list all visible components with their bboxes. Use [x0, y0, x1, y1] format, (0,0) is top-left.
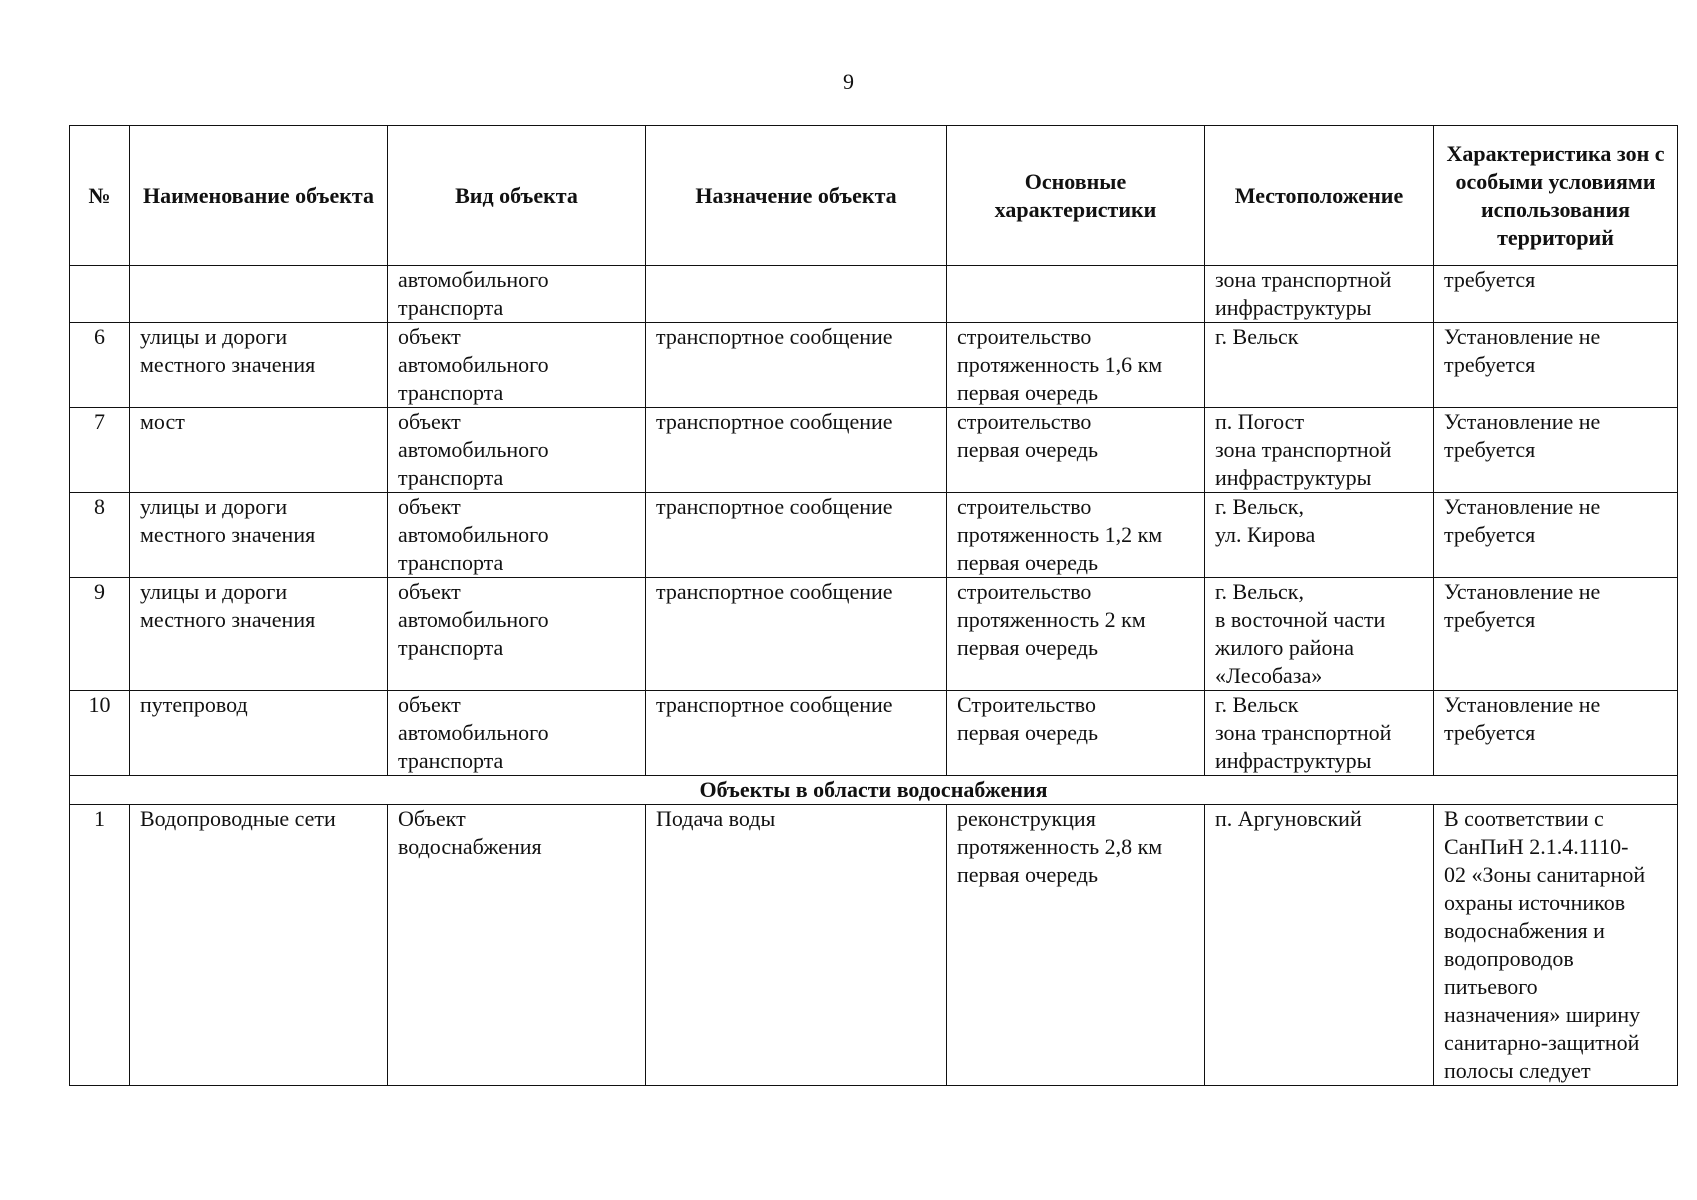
- cell-line: ул. Кирова: [1215, 522, 1316, 547]
- cell-location: [1205, 266, 1434, 323]
- cell-characteristics: [947, 323, 1205, 408]
- table-body: [70, 266, 1678, 1086]
- cell-number: [70, 266, 130, 323]
- table-row: [70, 691, 1678, 776]
- column-header-name: Наименование объекта: [130, 126, 388, 266]
- cell-line: требуется: [1444, 267, 1536, 292]
- cell-number: 7: [70, 408, 130, 493]
- cell-type: [388, 408, 646, 493]
- cell-line: объект: [398, 579, 461, 604]
- cell-line: Установление не: [1444, 409, 1601, 434]
- cell-line: инфраструктуры: [1215, 295, 1372, 320]
- cell-line: требуется: [1444, 437, 1536, 462]
- cell-line: протяженность 2,8 км: [957, 834, 1163, 859]
- cell-line: первая очередь: [957, 437, 1098, 462]
- cell-line: требуется: [1444, 607, 1536, 632]
- cell-line: транспорта: [398, 465, 504, 490]
- column-header-type: Вид объекта: [388, 126, 646, 266]
- cell-line: местного значения: [140, 607, 316, 632]
- cell-characteristics: [947, 408, 1205, 493]
- cell-line: Подача воды: [656, 806, 776, 831]
- cell-line: объект: [398, 494, 461, 519]
- cell-line: путепровод: [140, 692, 248, 717]
- cell-characteristics: [947, 493, 1205, 578]
- cell-line: Установление не: [1444, 692, 1601, 717]
- table-header-row: [70, 126, 1678, 266]
- cell-line: Установление не: [1444, 494, 1601, 519]
- cell-line: Водопроводные сети: [140, 806, 336, 831]
- cell-line: зона транспортной: [1215, 720, 1392, 745]
- table-row: [70, 805, 1678, 1086]
- cell-zones: [1434, 805, 1678, 1086]
- cell-name: [130, 408, 388, 493]
- cell-purpose: [646, 578, 947, 691]
- cell-line: транспорта: [398, 380, 504, 405]
- cell-line: жилого района: [1215, 635, 1355, 660]
- cell-line: мост: [140, 409, 185, 434]
- cell-name: [130, 266, 388, 323]
- cell-line: г. Вельск,: [1215, 494, 1304, 519]
- cell-type: [388, 805, 646, 1086]
- cell-line: СанПиН 2.1.4.1110-: [1444, 834, 1629, 859]
- cell-name: [130, 323, 388, 408]
- column-header-characteristics: Основные характеристики: [947, 126, 1205, 266]
- cell-line: первая очередь: [957, 862, 1098, 887]
- cell-line: транспортное сообщение: [656, 324, 893, 349]
- objects-table: [69, 125, 1678, 1086]
- cell-line: водоснабжения: [398, 834, 542, 859]
- section-row: [70, 776, 1678, 805]
- cell-purpose: [646, 493, 947, 578]
- cell-line: требуется: [1444, 720, 1536, 745]
- cell-line: Объект: [398, 806, 466, 831]
- cell-line: Строительство: [957, 692, 1097, 717]
- cell-line: требуется: [1444, 352, 1536, 377]
- cell-number: 1: [70, 805, 130, 1086]
- cell-line: транспорта: [398, 748, 504, 773]
- cell-line: г. Вельск: [1215, 692, 1299, 717]
- cell-zones: [1434, 323, 1678, 408]
- cell-zones: [1434, 578, 1678, 691]
- cell-line: объект: [398, 692, 461, 717]
- cell-line: транспорта: [398, 295, 504, 320]
- cell-line: зона транспортной: [1215, 267, 1392, 292]
- cell-location: [1205, 805, 1434, 1086]
- cell-line: питьевого: [1444, 974, 1538, 999]
- cell-name: [130, 691, 388, 776]
- cell-line: автомобильного: [398, 607, 549, 632]
- cell-line: объект: [398, 324, 461, 349]
- cell-line: транспортное сообщение: [656, 409, 893, 434]
- cell-line: протяженность 2 км: [957, 607, 1146, 632]
- table-row: [70, 408, 1678, 493]
- cell-line: 02 «Зоны санитарной: [1444, 862, 1646, 887]
- cell-name: [130, 805, 388, 1086]
- cell-line: первая очередь: [957, 720, 1098, 745]
- cell-line: п. Аргуновский: [1215, 806, 1362, 831]
- cell-number: 6: [70, 323, 130, 408]
- cell-line: строительство: [957, 494, 1092, 519]
- section-title: Объекты в области водоснабжения: [70, 776, 1678, 805]
- cell-line: г. Вельск: [1215, 324, 1299, 349]
- cell-purpose: [646, 266, 947, 323]
- column-header-location: Местоположение: [1205, 126, 1434, 266]
- cell-line: транспортное сообщение: [656, 579, 893, 604]
- cell-line: строительство: [957, 579, 1092, 604]
- cell-line: санитарно-защитной: [1444, 1030, 1640, 1055]
- cell-line: объект: [398, 409, 461, 434]
- cell-line: первая очередь: [957, 550, 1098, 575]
- table-row: [70, 578, 1678, 691]
- cell-line: протяженность 1,6 км: [957, 352, 1163, 377]
- cell-line: транспортное сообщение: [656, 692, 893, 717]
- cell-characteristics: [947, 578, 1205, 691]
- cell-line: охраны источников: [1444, 890, 1626, 915]
- cell-type: [388, 266, 646, 323]
- column-header-zones: Характеристика зон с особыми условиями использования территорий: [1434, 126, 1678, 266]
- cell-line: протяженность 1,2 км: [957, 522, 1163, 547]
- cell-line: В соответствии с: [1444, 806, 1604, 831]
- cell-characteristics: [947, 805, 1205, 1086]
- cell-line: первая очередь: [957, 380, 1098, 405]
- cell-line: зона транспортной: [1215, 437, 1392, 462]
- cell-line: транспортное сообщение: [656, 494, 893, 519]
- cell-line: назначения» ширину: [1444, 1002, 1641, 1027]
- cell-line: автомобильного: [398, 437, 549, 462]
- cell-line: строительство: [957, 409, 1092, 434]
- column-header-number: №: [70, 126, 130, 266]
- cell-zones: [1434, 493, 1678, 578]
- cell-line: г. Вельск,: [1215, 579, 1304, 604]
- cell-type: [388, 323, 646, 408]
- page-number: 9: [843, 69, 854, 94]
- cell-line: п. Погост: [1215, 409, 1305, 434]
- cell-location: [1205, 493, 1434, 578]
- cell-line: «Лесобаза»: [1215, 663, 1323, 688]
- cell-line: инфраструктуры: [1215, 748, 1372, 773]
- cell-line: автомобильного: [398, 522, 549, 547]
- cell-line: автомобильного: [398, 267, 549, 292]
- cell-number: 9: [70, 578, 130, 691]
- cell-line: автомобильного: [398, 720, 549, 745]
- cell-zones: [1434, 691, 1678, 776]
- cell-type: [388, 691, 646, 776]
- cell-line: требуется: [1444, 522, 1536, 547]
- cell-location: [1205, 691, 1434, 776]
- cell-number: 10: [70, 691, 130, 776]
- table-row: [70, 493, 1678, 578]
- cell-line: транспорта: [398, 635, 504, 660]
- cell-line: местного значения: [140, 352, 316, 377]
- cell-line: улицы и дороги: [140, 494, 288, 519]
- cell-type: [388, 578, 646, 691]
- cell-purpose: [646, 323, 947, 408]
- cell-line: улицы и дороги: [140, 579, 288, 604]
- cell-location: [1205, 408, 1434, 493]
- cell-line: водопроводов: [1444, 946, 1574, 971]
- cell-line: улицы и дороги: [140, 324, 288, 349]
- cell-characteristics: [947, 691, 1205, 776]
- cell-line: строительство: [957, 324, 1092, 349]
- cell-characteristics: [947, 266, 1205, 323]
- cell-line: первая очередь: [957, 635, 1098, 660]
- table-row: [70, 323, 1678, 408]
- cell-zones: [1434, 266, 1678, 323]
- cell-type: [388, 493, 646, 578]
- cell-line: местного значения: [140, 522, 316, 547]
- cell-line: автомобильного: [398, 352, 549, 377]
- cell-name: [130, 578, 388, 691]
- cell-line: полосы следует: [1444, 1058, 1591, 1083]
- cell-purpose: [646, 805, 947, 1086]
- cell-location: [1205, 323, 1434, 408]
- cell-line: инфраструктуры: [1215, 465, 1372, 490]
- cell-purpose: [646, 408, 947, 493]
- cell-zones: [1434, 408, 1678, 493]
- cell-location: [1205, 578, 1434, 691]
- table-row: [70, 266, 1678, 323]
- column-header-purpose: Назначение объекта: [646, 126, 947, 266]
- cell-name: [130, 493, 388, 578]
- cell-line: Установление не: [1444, 324, 1601, 349]
- cell-line: Установление не: [1444, 579, 1601, 604]
- cell-purpose: [646, 691, 947, 776]
- cell-number: 8: [70, 493, 130, 578]
- cell-line: транспорта: [398, 550, 504, 575]
- cell-line: реконструкция: [957, 806, 1096, 831]
- cell-line: в восточной части: [1215, 607, 1386, 632]
- cell-line: водоснабжения и: [1444, 918, 1605, 943]
